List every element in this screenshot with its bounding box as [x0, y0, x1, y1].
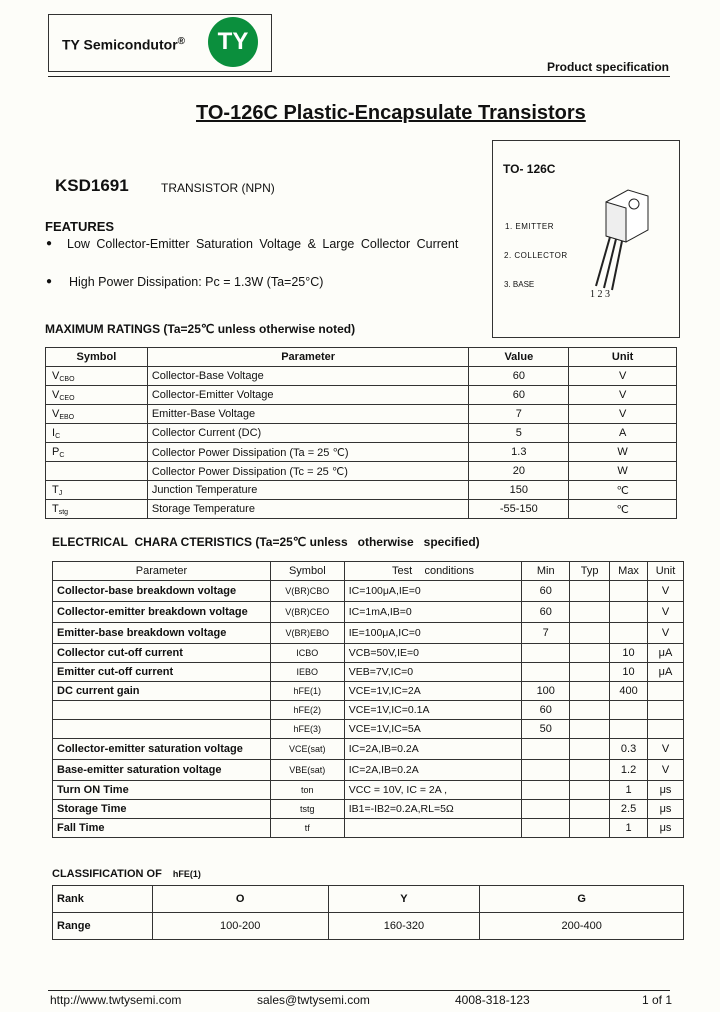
- mr-value: 150: [469, 481, 569, 500]
- ec-min: [522, 760, 570, 781]
- ty-logo: TY: [208, 17, 258, 67]
- electrical-row: [53, 663, 684, 682]
- mr-value: 60: [469, 386, 569, 405]
- range-o: 100-200: [152, 913, 328, 940]
- ec-symbol: hFE(1): [270, 682, 344, 701]
- ec-symbol: VCE(sat): [270, 739, 344, 760]
- ec-max: 10: [610, 644, 648, 663]
- ec-min: 50: [522, 720, 570, 739]
- ec-max: 1: [610, 819, 648, 838]
- symbol-letter: V: [52, 388, 60, 401]
- product-specification: Product specification: [546, 60, 669, 74]
- ec-typ: [570, 739, 610, 760]
- ec-symbol: V(BR)EBO: [270, 623, 344, 644]
- ec-symbol: hFE(3): [270, 720, 344, 739]
- ec-max: [610, 581, 648, 602]
- ec-unit: V: [648, 760, 684, 781]
- part-type: TRANSISTOR (NPN): [161, 181, 275, 195]
- feature-item-2: High Power Dissipation: Pc = 1.3W (Ta=25°C): [69, 275, 324, 289]
- ec-max: [610, 701, 648, 720]
- ec-min: 7: [522, 623, 570, 644]
- ec-parameter: Collector-emitter saturation voltage: [53, 739, 271, 760]
- electrical-row: [53, 623, 684, 644]
- symbol-subscript: EBO: [59, 413, 75, 421]
- mr-value: 5: [469, 424, 569, 443]
- ec-unit: V: [648, 602, 684, 623]
- ec-symbol: hFE(2): [270, 701, 344, 720]
- part-number: KSD1691: [55, 176, 129, 195]
- ec-typ: [570, 720, 610, 739]
- ec-col-min: Min: [522, 562, 570, 581]
- symbol-subscript: stg: [58, 508, 69, 516]
- mr-unit: ℃: [569, 481, 677, 500]
- max-ratings-row: [46, 405, 677, 424]
- ec-typ: [570, 781, 610, 800]
- symbol-letter: T: [52, 483, 59, 496]
- electrical-row: [53, 720, 684, 739]
- ec-max: 2.5: [610, 800, 648, 819]
- pin-base: 3. BASE: [504, 280, 535, 289]
- max-ratings-heading: MAXIMUM RATINGS (Ta=25℃ unless otherwise noted): [45, 322, 356, 336]
- package-title: TO- 126C: [503, 162, 556, 176]
- ec-typ: [570, 581, 610, 602]
- pin-collector: 2. COLLECTOR: [504, 251, 568, 260]
- mr-value: 7: [469, 405, 569, 424]
- mr-parameter: Collector-Emitter Voltage: [147, 386, 469, 405]
- pin-numbers: 1 2 3: [590, 289, 610, 300]
- range-g: 200-400: [480, 913, 684, 940]
- ec-symbol: V(BR)CEO: [270, 602, 344, 623]
- mr-value: 20: [469, 462, 569, 481]
- mr-parameter: Collector Power Dissipation (Tc = 25 ℃): [147, 462, 469, 481]
- ec-conditions: IC=2A,IB=0.2A: [344, 739, 522, 760]
- col-value: Value: [469, 348, 569, 367]
- ec-unit: V: [648, 623, 684, 644]
- ec-max: [610, 623, 648, 644]
- range-label: Range: [53, 913, 153, 940]
- feature-bullet-2: ●: [46, 276, 53, 287]
- ec-conditions: VCE=1V,IC=2A: [344, 682, 522, 701]
- electrical-row: [53, 701, 684, 720]
- max-ratings-row: [46, 481, 677, 500]
- mr-parameter: Junction Temperature: [147, 481, 469, 500]
- ec-max: 10: [610, 663, 648, 682]
- ec-parameter: Emitter-base breakdown voltage: [53, 623, 271, 644]
- ec-conditions: IB1=-IB2=0.2A,RL=5Ω: [344, 800, 522, 819]
- ec-unit: μA: [648, 644, 684, 663]
- ec-parameter: Storage Time: [53, 800, 271, 819]
- mr-unit: W: [569, 462, 677, 481]
- ec-parameter: Fall Time: [53, 819, 271, 838]
- ec-col-symbol: Symbol: [270, 562, 344, 581]
- col-unit: Unit: [569, 348, 677, 367]
- mr-symbol: [46, 462, 148, 481]
- mr-parameter: Collector Current (DC): [147, 424, 469, 443]
- col-parameter: Parameter: [147, 348, 469, 367]
- footer-rule: [48, 990, 670, 991]
- ec-conditions: IE=100μA,IC=0: [344, 623, 522, 644]
- ec-parameter: DC current gain: [53, 682, 271, 701]
- to126c-package-drawing: [586, 182, 666, 302]
- ec-min: 60: [522, 701, 570, 720]
- classification-table: [52, 885, 684, 940]
- mr-parameter: Emitter-Base Voltage: [147, 405, 469, 424]
- ec-symbol: V(BR)CBO: [270, 581, 344, 602]
- footer-email[interactable]: sales@twtysemi.com: [257, 993, 370, 1007]
- mr-symbol: [46, 367, 148, 386]
- header-company-name: TY Semicondutor®: [62, 36, 186, 53]
- ec-max: [610, 602, 648, 623]
- symbol-subscript: C: [55, 432, 61, 440]
- electrical-row: [53, 800, 684, 819]
- max-ratings-header-row: [46, 348, 677, 367]
- mr-value: -55-150: [469, 500, 569, 519]
- ec-conditions: VCE=1V,IC=0.1A: [344, 701, 522, 720]
- ec-typ: [570, 663, 610, 682]
- ec-max: 0.3: [610, 739, 648, 760]
- symbol-letter: V: [52, 369, 60, 382]
- ec-col-conditions: Test conditions: [344, 562, 522, 581]
- mr-parameter: Collector Power Dissipation (Ta = 25 ℃): [147, 443, 469, 462]
- rank-o: O: [152, 886, 328, 913]
- rank-y: Y: [328, 886, 480, 913]
- max-ratings-row: [46, 500, 677, 519]
- features-heading: FEATURES: [45, 219, 115, 234]
- ec-parameter: Base-emitter saturation voltage: [53, 760, 271, 781]
- ec-min: [522, 739, 570, 760]
- mr-symbol: [46, 386, 148, 405]
- ec-unit: V: [648, 739, 684, 760]
- ec-min: [522, 781, 570, 800]
- ec-typ: [570, 602, 610, 623]
- mr-unit: V: [569, 405, 677, 424]
- ec-symbol: VBE(sat): [270, 760, 344, 781]
- footer-url[interactable]: http://www.twtysemi.com: [50, 993, 182, 1007]
- ec-symbol: tf: [270, 819, 344, 838]
- max-ratings-row: [46, 424, 677, 443]
- ec-conditions: IC=100μA,IE=0: [344, 581, 522, 602]
- symbol-subscript: CEO: [59, 394, 75, 402]
- ec-typ: [570, 701, 610, 720]
- ec-unit: V: [648, 581, 684, 602]
- mr-unit: W: [569, 443, 677, 462]
- classification-rank-row: [53, 886, 684, 913]
- ec-parameter: Collector-emitter breakdown voltage: [53, 602, 271, 623]
- electrical-row: [53, 819, 684, 838]
- classification-range-row: [53, 913, 684, 940]
- ec-unit: [648, 682, 684, 701]
- ec-unit: μs: [648, 800, 684, 819]
- range-y: 160-320: [328, 913, 480, 940]
- symbol-subscript: C: [59, 451, 65, 459]
- max-ratings-row: [46, 443, 677, 462]
- ec-col-typ: Typ: [570, 562, 610, 581]
- symbol-letter: P: [52, 445, 60, 458]
- col-symbol: Symbol: [46, 348, 148, 367]
- ec-parameter: Collector-base breakdown voltage: [53, 581, 271, 602]
- ec-parameter: [53, 701, 271, 720]
- ec-col-parameter: Parameter: [53, 562, 271, 581]
- footer-page: 1 of 1: [641, 993, 672, 1007]
- mr-unit: V: [569, 367, 677, 386]
- ec-typ: [570, 819, 610, 838]
- ec-max: 1.2: [610, 760, 648, 781]
- symbol-letter: V: [52, 407, 60, 420]
- mr-symbol: [46, 500, 148, 519]
- feature-item-1: Low Collector-Emitter Saturation Voltage & Large Collector Current: [67, 237, 459, 251]
- rank-label: Rank: [53, 886, 153, 913]
- electrical-row: [53, 781, 684, 800]
- symbol-subscript: CBO: [59, 375, 75, 383]
- electrical-row: [53, 682, 684, 701]
- pin-emitter: 1. EMITTER: [505, 222, 555, 231]
- page-title: TO-126C Plastic-Encapsulate Transistors: [196, 102, 586, 124]
- ec-symbol: IEBO: [270, 663, 344, 682]
- ec-conditions: VEB=7V,IC=0: [344, 663, 522, 682]
- ec-min: 100: [522, 682, 570, 701]
- ec-typ: [570, 760, 610, 781]
- classification-heading: CLASSIFICATION OF hFE(1): [52, 868, 201, 880]
- electrical-row: [53, 644, 684, 663]
- ec-symbol: ICBO: [270, 644, 344, 663]
- ec-typ: [570, 623, 610, 644]
- mr-parameter: Collector-Base Voltage: [147, 367, 469, 386]
- rank-g: G: [480, 886, 684, 913]
- ec-typ: [570, 800, 610, 819]
- feature-bullet-1: ●: [46, 238, 53, 249]
- ec-parameter: Turn ON Time: [53, 781, 271, 800]
- mr-symbol: [46, 443, 148, 462]
- ec-max: 1: [610, 781, 648, 800]
- symbol-letter: T: [52, 502, 59, 515]
- ec-min: [522, 819, 570, 838]
- ec-conditions: IC=2A,IB=0.2A: [344, 760, 522, 781]
- ec-parameter: Collector cut-off current: [53, 644, 271, 663]
- ec-conditions: VCC = 10V, IC = 2A ,: [344, 781, 522, 800]
- electrical-heading: ELECTRICAL CHARA CTERISTICS (Ta=25℃ unless otherwise specified): [52, 535, 480, 549]
- mr-value: 60: [469, 367, 569, 386]
- mr-parameter: Storage Temperature: [147, 500, 469, 519]
- ec-unit: μA: [648, 663, 684, 682]
- ec-parameter: Emitter cut-off current: [53, 663, 271, 682]
- max-ratings-row: [46, 386, 677, 405]
- ec-symbol: tstg: [270, 800, 344, 819]
- symbol-letter: I: [52, 426, 56, 439]
- ec-typ: [570, 644, 610, 663]
- ec-min: 60: [522, 581, 570, 602]
- mr-symbol: [46, 405, 148, 424]
- mr-symbol: [46, 481, 148, 500]
- mr-value: 1.3: [469, 443, 569, 462]
- ec-min: [522, 644, 570, 663]
- electrical-row: [53, 739, 684, 760]
- symbol-subscript: J: [58, 489, 63, 497]
- ec-min: 60: [522, 602, 570, 623]
- mr-unit: A: [569, 424, 677, 443]
- max-ratings-row: [46, 462, 677, 481]
- ec-min: [522, 800, 570, 819]
- ec-conditions: [344, 819, 522, 838]
- mr-unit: V: [569, 386, 677, 405]
- ec-min: [522, 663, 570, 682]
- ec-conditions: VCE=1V,IC=5A: [344, 720, 522, 739]
- electrical-row: [53, 760, 684, 781]
- mr-symbol: [46, 424, 148, 443]
- ec-unit: μs: [648, 781, 684, 800]
- electrical-row: [53, 602, 684, 623]
- ec-unit: μs: [648, 819, 684, 838]
- electrical-row: [53, 581, 684, 602]
- ec-conditions: IC=1mA,IB=0: [344, 602, 522, 623]
- ec-unit: [648, 701, 684, 720]
- mr-unit: ℃: [569, 500, 677, 519]
- footer-phone: 4008-318-123: [455, 993, 530, 1007]
- ec-typ: [570, 682, 610, 701]
- ec-unit: [648, 720, 684, 739]
- ec-col-max: Max: [610, 562, 648, 581]
- ec-symbol: ton: [270, 781, 344, 800]
- electrical-header-row: [53, 562, 684, 581]
- ec-conditions: VCB=50V,IE=0: [344, 644, 522, 663]
- ec-parameter: [53, 720, 271, 739]
- ec-max: [610, 720, 648, 739]
- max-ratings-row: [46, 367, 677, 386]
- ec-max: 400: [610, 682, 648, 701]
- max-ratings-table: [45, 347, 677, 519]
- header-rule: [48, 76, 670, 77]
- electrical-table: [52, 561, 684, 838]
- ec-col-unit: Unit: [648, 562, 684, 581]
